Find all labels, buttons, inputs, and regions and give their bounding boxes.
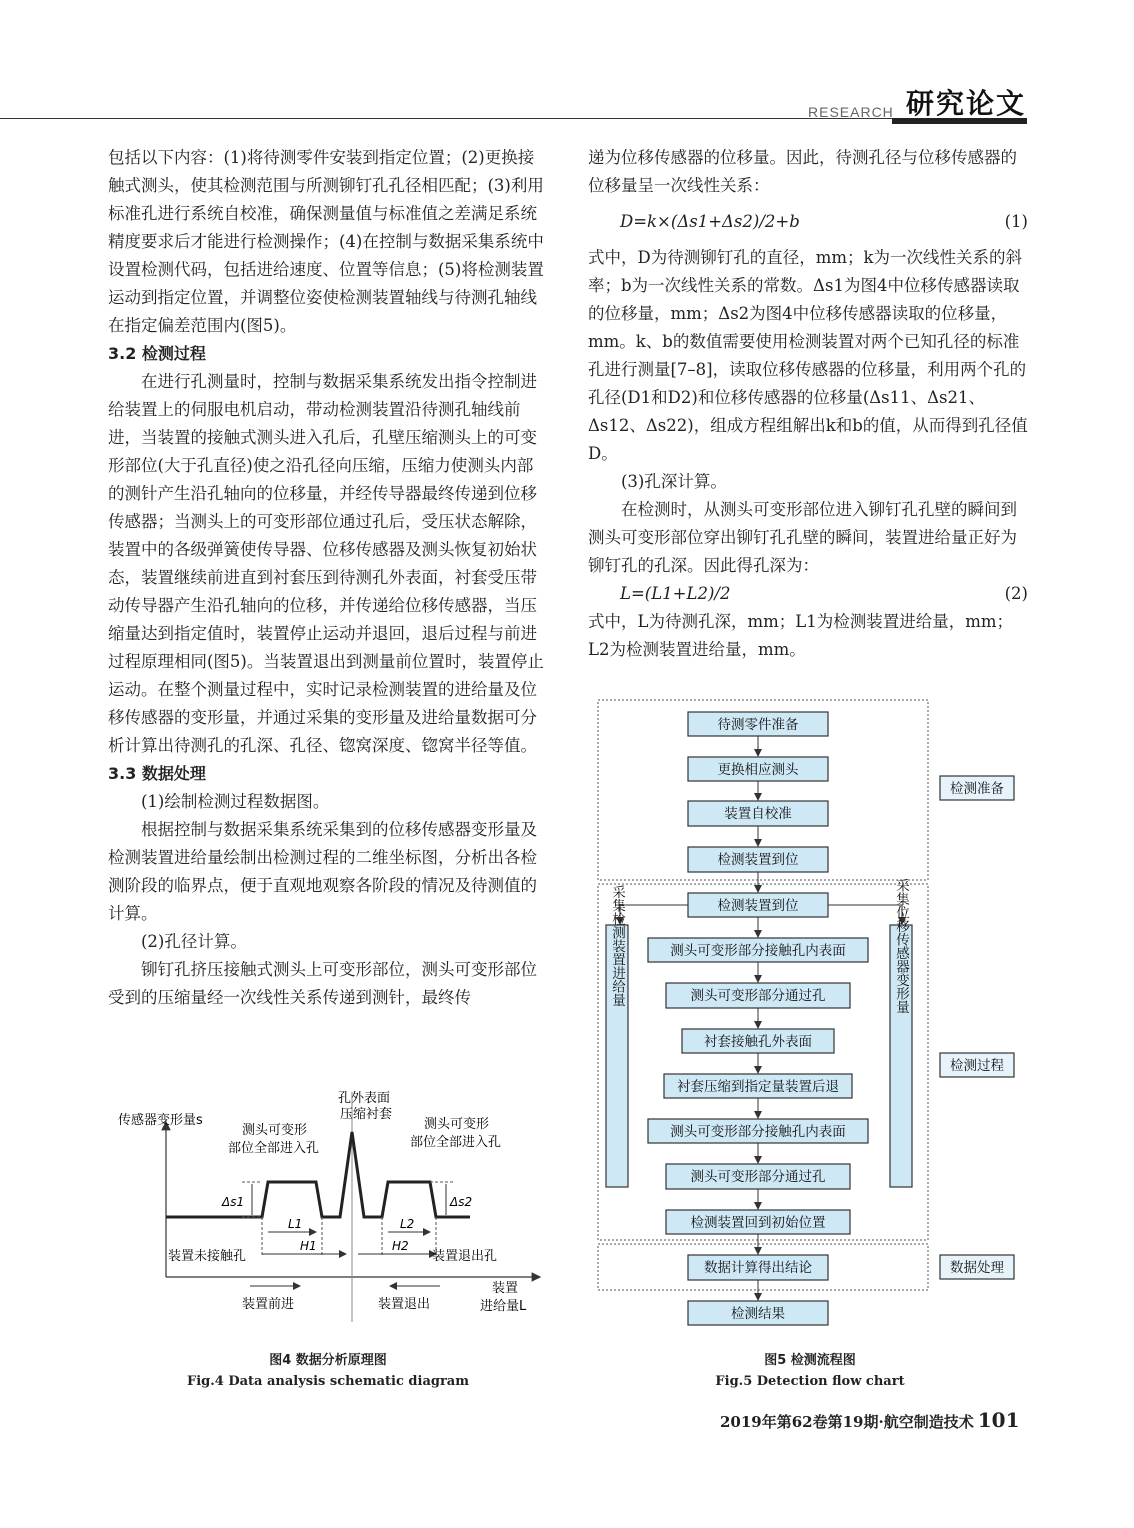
left-para-3: (1)绘制检测过程数据图。 — [141, 792, 330, 811]
fig4-h1: H1 — [300, 1239, 317, 1253]
step-result-label: 检测结果 — [731, 1306, 785, 1322]
research-label: RESEARCH — [808, 104, 894, 120]
right-para-2: 式中，D为待测铆钉孔的直径，mm；k为一次线性关系的斜率；b为一次线性关系的常数。Δs1为图4中位移传感器读取的位移量，mm；Δs2为图4中位移传感器读取的位移量，mm。k、b的数值需要使用检测装置对两个已知孔径的标准孔进行测量[7–8]，读取位移传感器的位移量，利用两个孔的孔径(D1和D2)和位移传感器的位移量(Δs11、Δs21、Δs12、Δs22)，组成方程组解出k和b的值，从而得到孔径值D。 — [588, 248, 1028, 463]
header-rule — [0, 118, 892, 119]
fig5-caption-cn: 图5 检测流程图 — [764, 1353, 856, 1368]
left-para-1: 包括以下内容：(1)将待测零件安装到指定位置；(2)更换接触式测头，使其检测范围与所测铆钉孔孔径相匹配；(3)利用标准孔进行系统自校准，确保测量值与标准值之差满足系统精度要求后才能进行检测操作；(4)在控制与数据采集系统中设置检测代码，包括进给速度、位置等信息；(5)将检测装置运动到指定位置，并调整位姿使检测装置轴线与待测孔轴线在指定偏差范围内(图5)。 — [108, 148, 544, 335]
fig4-caption-cn: 图4 数据分析原理图 — [269, 1353, 387, 1368]
step-return-origin-label: 检测装置回到初始位置 — [690, 1215, 826, 1231]
left-para-5: (2)孔径计算。 — [141, 932, 247, 951]
section-title: 研究论文 — [906, 87, 1027, 120]
fig4-l1: L1 — [288, 1217, 303, 1231]
fig4-l2: L2 — [400, 1217, 415, 1231]
right-para-3: (3)孔深计算。 — [621, 472, 727, 491]
left-column — [108, 144, 546, 1012]
fig4-not-contact: 装置未接触孔 — [168, 1249, 247, 1264]
step-contact-inner-label: 测头可变形部分接触孔内表面 — [670, 943, 846, 959]
side-sensor-label: 采集位移传感器变形量 — [893, 878, 909, 1014]
fig4-xlabel1: 装置 — [492, 1281, 519, 1296]
heading-3-3: 3.3 数据处理 — [108, 764, 206, 783]
figure-4 — [110, 1082, 550, 1332]
step-contact-inner-2-label: 测头可变形部分接触孔内表面 — [670, 1124, 846, 1140]
side-feed-label: 采集检测装置进给量 — [609, 885, 625, 1007]
step-pass-hole-label: 测头可变形部分通过孔 — [690, 988, 826, 1004]
equation-2-number: (2) — [1004, 584, 1028, 603]
left-para-6: 铆钉孔挤压接触式测头上可变形部位，测头可变形部位受到的压缩量经一次线性关系传递到测针，最终传 — [108, 960, 537, 1007]
equation-2 — [620, 580, 1028, 608]
equation-2-body: L=(L1+L2)/2 — [620, 584, 731, 603]
fig4-label-left2: 部位全部进入孔 — [228, 1141, 320, 1156]
step-compress-retreat-label: 衬套压缩到指定量装置后退 — [677, 1079, 839, 1095]
journal-info: 2019年第62卷第19期·航空制造技术 — [720, 1413, 974, 1431]
fig4-xlabel2: 进给量L — [480, 1299, 527, 1314]
stage-process-label: 检测过程 — [950, 1058, 1004, 1074]
fig4-label-top1: 孔外表面 — [338, 1091, 391, 1106]
stage-data-label: 数据处理 — [950, 1260, 1004, 1276]
equation-1-number: (1) — [1004, 212, 1028, 231]
fig5-caption-en: Fig.5 Detection flow chart — [715, 1374, 905, 1389]
fig4-ds2: Δs2 — [450, 1195, 473, 1209]
fig4-caption-en: Fig.4 Data analysis schematic diagram — [187, 1374, 469, 1389]
right-para-4: 在检测时，从测头可变形部位进入铆钉孔孔壁的瞬间到测头可变形部位穿出铆钉孔孔壁的瞬间，装置进给量正好为铆钉孔的孔深。因此得孔深为： — [588, 500, 1017, 575]
stage-prep-label: 检测准备 — [950, 781, 1004, 797]
step-self-calibrate-label: 装置自校准 — [724, 806, 792, 822]
equation-1-body: D=k×(Δs1+Δs2)/2+b — [620, 212, 800, 231]
step-in-position-1-label: 检测装置到位 — [717, 852, 799, 868]
fig4-back: 装置退出 — [378, 1297, 431, 1312]
fig4-exit: 装置退出孔 — [432, 1249, 498, 1264]
figure-5 — [590, 696, 1030, 1336]
page-number: 101 — [977, 1408, 1020, 1432]
heading-3-2: 3.2 检测过程 — [108, 344, 206, 363]
step-compute-label: 数据计算得出结论 — [704, 1260, 812, 1276]
fig4-label-top2: 压缩衬套 — [340, 1107, 393, 1122]
right-para-1: 递为位移传感器的位移量。因此，待测孔径与位移传感器的位移量呈一次线性关系： — [588, 148, 1017, 195]
fig4-ylabel: 传感器变形量s — [118, 1113, 203, 1128]
right-column — [588, 144, 1028, 664]
fig4-ds1: Δs1 — [222, 1195, 245, 1209]
fig4-label-right1: 测头可变形 — [424, 1117, 490, 1132]
step-prepare-part-label: 待测零件准备 — [717, 717, 799, 733]
step-in-position-2-label: 检测装置到位 — [717, 898, 799, 914]
left-para-4: 根据控制与数据采集系统采集到的位移传感器变形量及检测装置进给量绘制出检测过程的二维坐标图，分析出各检测阶段的临界点，便于直观地观察各阶段的情况及待测值的计算。 — [108, 820, 537, 923]
fig4-label-left1: 测头可变形 — [242, 1123, 308, 1138]
fig4-label-right2: 部位全部进入孔 — [410, 1135, 502, 1150]
fig4-forward: 装置前进 — [242, 1297, 295, 1312]
fig4-h2: H2 — [392, 1239, 409, 1253]
footer — [720, 1408, 1019, 1432]
right-para-5: 式中，L为待测孔深，mm；L1为检测装置进给量，mm；L2为检测装置进给量，mm。 — [588, 612, 1013, 659]
step-pass-hole-2-label: 测头可变形部分通过孔 — [690, 1169, 826, 1185]
step-change-probe-label: 更换相应测头 — [717, 762, 799, 778]
left-para-2: 在进行孔测量时，控制与数据采集系统发出指令控制进给装置上的伺服电机启动，带动检测装置沿待测孔轴线前进，当装置的接触式测头进入孔后，孔壁压缩测头上的可变形部位(大于孔直径)使之沿孔径向压缩，压缩力使测头内部的测针产生沿孔轴向的位移量，并经传导器最终传递到位移传感器；当测头上的可变形部位通过孔后，受压状态解除，装置中的各级弹簧使传导器、位移传感器及测头恢复初始状态，装置继续前进直到衬套压到待测孔外表面，衬套受压带动传导器产生沿孔轴向的位移，并传递给位移传感器，当压缩量达到指定值时，装置停止运动并退回，退后过程与前进过程原理相同(图5)。当装置退出到测量前位置时，装置停止运动。在整个测量过程中，实时记录检测装置的进给量及位移传感器的变形量，并通过采集的变形量及进给量数据可分析计算出待测孔的孔深、孔径、锪窝深度、锪窝半径等值。 — [108, 372, 544, 755]
equation-1 — [620, 208, 1028, 236]
step-bushing-contact-label: 衬套接触孔外表面 — [704, 1034, 812, 1050]
